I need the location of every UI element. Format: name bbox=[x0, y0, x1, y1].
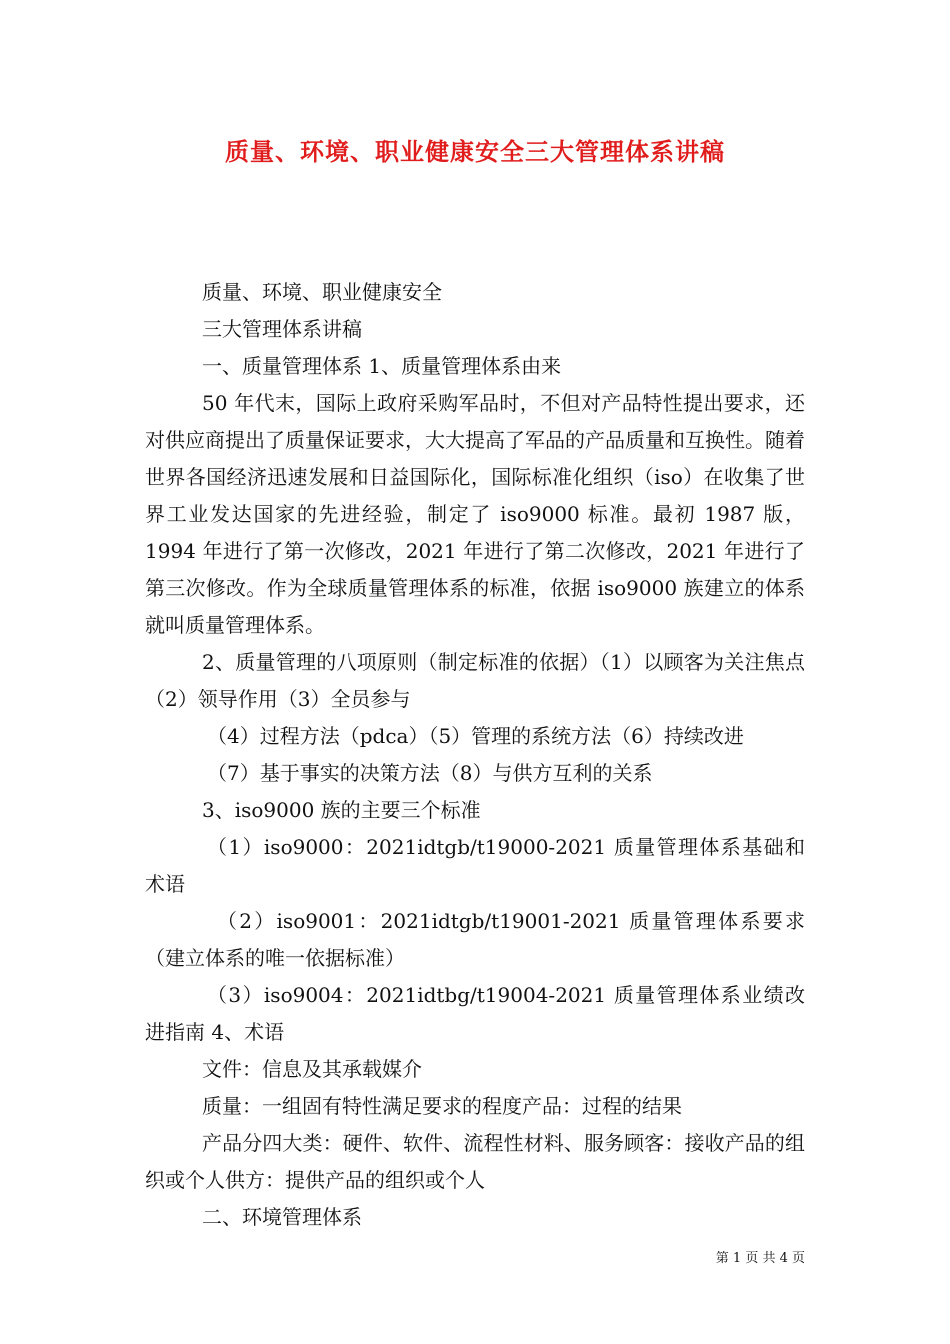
document-body bbox=[145, 274, 805, 1236]
paragraph-4: 50 年代末，国际上政府采购军品时，不但对产品特性提出要求，还对供应商提出了质量保证要求，大大提高了军品的产品质量和互换性。随着世界各国经济迅速发展和日益国际化，国际标准化组织（iso）在收集了世界工业发达国家的先进经验，制定了 iso9000 标准。最初 1987 版，1994 年进行了第一次修改，2021 年进行了第二次修改，2021 年进行了第三次修改。作为全球质量管理体系的标准，依据 iso9000 族建立的体系就叫质量管理体系。 bbox=[145, 391, 805, 637]
paragraph-3: 一、质量管理体系 1、质量管理体系由来 bbox=[202, 354, 562, 378]
document-title: 质量、环境、职业健康安全三大管理体系讲稿 bbox=[225, 137, 725, 166]
paragraph-2: 三大管理体系讲稿 bbox=[202, 317, 362, 341]
paragraph-7: （7）基于事实的决策方法（8）与供方互利的关系 bbox=[207, 761, 653, 785]
paragraph-15: 二、环境管理体系 bbox=[202, 1205, 362, 1229]
paragraph-12: 文件：信息及其承载媒介 bbox=[202, 1057, 422, 1081]
paragraph-13: 质量：一组固有特性满足要求的程度产品：过程的结果 bbox=[202, 1094, 682, 1118]
page-number-footer: 第 1 页 共 4 页 bbox=[715, 1251, 805, 1266]
paragraph-6: （4）过程方法（pdca）（5）管理的系统方法（6）持续改进 bbox=[207, 724, 744, 748]
paragraph-1: 质量、环境、职业健康安全 bbox=[202, 280, 442, 304]
paragraph-5: 2、质量管理的八项原则（制定标准的依据）（1）以顾客为关注焦点（2）领导作用（3）全员参与 bbox=[145, 650, 805, 711]
paragraph-8: 3、iso9000 族的主要三个标准 bbox=[202, 798, 481, 822]
paragraph-10: （2）iso9001：2021idtgb/t19001-2021 质量管理体系要求（建立体系的唯一依据标准） bbox=[145, 909, 805, 970]
paragraph-11: （3）iso9004：2021idtbg/t19004-2021 质量管理体系业绩改进指南 4、术语 bbox=[145, 983, 805, 1044]
paragraph-14: 产品分四大类：硬件、软件、流程性材料、服务顾客：接收产品的组织或个人供方：提供产品的组织或个人 bbox=[145, 1131, 805, 1192]
paragraph-9: （1）iso9000：2021idtgb/t19000-2021 质量管理体系基础和术语 bbox=[145, 835, 805, 896]
